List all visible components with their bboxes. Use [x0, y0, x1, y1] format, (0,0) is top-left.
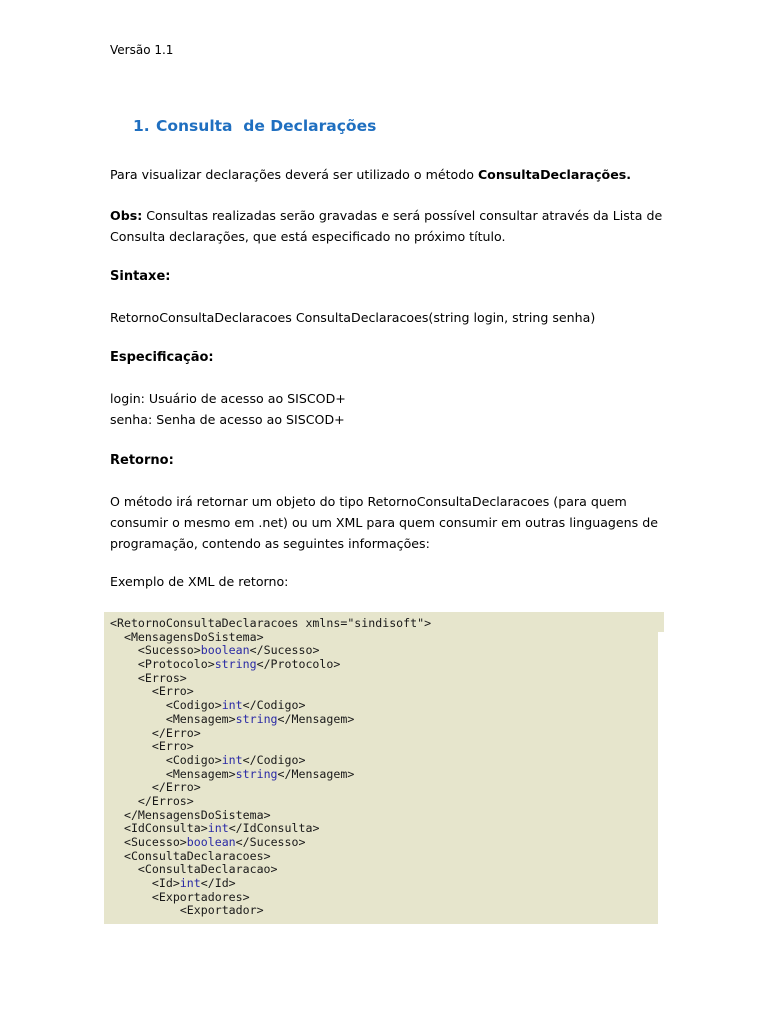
- xml-line: [110, 754, 664, 768]
- retorno-line-1: O método irá retornar um objeto do tipo RetornoConsultaDeclaracoes (para quem: [110, 494, 627, 509]
- xml-line: [110, 727, 664, 741]
- xml-value-type: string: [214, 657, 257, 672]
- xml-value-type: string: [235, 766, 278, 781]
- xml-open-tag: <Mensagem>: [165, 766, 236, 781]
- xml-indent: [110, 739, 152, 753]
- xml-open-tag: <Codigo>: [165, 698, 222, 713]
- xml-open-tag: <Mensagem>: [165, 711, 236, 726]
- param-login: login: Usuário de acesso ao SISCOD+: [110, 391, 346, 406]
- xml-code-block: [104, 612, 664, 924]
- xml-indent: [110, 890, 152, 904]
- xml-line: [110, 863, 664, 877]
- xml-value-type: int: [221, 698, 243, 713]
- xml-line: [110, 740, 664, 754]
- method-name: ConsultaDeclarações.: [477, 167, 632, 182]
- xml-value-type: boolean: [186, 835, 236, 849]
- xml-indent: [110, 876, 152, 890]
- section-number: 1.: [133, 117, 150, 135]
- xml-indent: [110, 657, 138, 671]
- xml-line: [110, 672, 664, 686]
- xml-line: [110, 617, 664, 631]
- xml-indent: [110, 835, 124, 849]
- xml-open-tag: </Erros>: [137, 793, 194, 808]
- intro-paragraph: [110, 164, 670, 185]
- xml-open-tag: <Sucesso>: [137, 643, 201, 658]
- xml-close-tag: </IdConsulta>: [228, 821, 320, 836]
- xml-indent: [110, 862, 138, 876]
- xml-close-tag: </Sucesso>: [235, 835, 306, 849]
- xml-open-tag: <RetornoConsultaDeclaracoes xmlns="sindisoft">: [110, 616, 432, 630]
- especificacao-label: Especificação:: [110, 350, 214, 365]
- xml-open-tag: <Erro>: [151, 739, 194, 754]
- xml-line: [110, 836, 664, 850]
- xml-open-tag: <MensagensDoSistema>: [123, 629, 264, 644]
- xml-close-tag: </Mensagem>: [277, 711, 355, 726]
- xml-line: [110, 795, 664, 809]
- xml-open-tag: </Erro>: [151, 780, 201, 795]
- retorno-label: Retorno:: [110, 453, 174, 468]
- xml-line: [110, 904, 664, 918]
- xml-line: [110, 631, 664, 645]
- xml-indent: [110, 684, 152, 698]
- xml-line: [110, 644, 664, 658]
- obs-line-1: Consultas realizadas serão gravadas e será possível consultar através da Lista de: [142, 208, 663, 223]
- xml-value-type: string: [235, 711, 278, 726]
- xml-indent: [110, 808, 124, 822]
- xml-close-tag: </Sucesso>: [249, 643, 320, 658]
- xml-close-tag: </Protocolo>: [256, 657, 341, 672]
- xml-indent: [110, 671, 138, 685]
- param-senha: senha: Senha de acesso ao SISCOD+: [110, 412, 345, 427]
- xml-open-tag: <ConsultaDeclaracao>: [137, 862, 278, 877]
- xml-indent: [110, 753, 166, 767]
- xml-close-tag: </Mensagem>: [277, 766, 355, 781]
- obs-line-2: Consulta declarações, que está especificado no próximo título.: [110, 229, 506, 244]
- version-label: Versão 1.1: [110, 43, 174, 57]
- xml-indent: [110, 643, 138, 657]
- sintaxe-label: Sintaxe:: [110, 269, 171, 284]
- intro-text: Para visualizar declarações deverá ser utilizado o método: [110, 167, 478, 182]
- xml-open-tag: <Codigo>: [165, 752, 222, 767]
- xml-line: [110, 809, 664, 823]
- xml-indent: [110, 630, 124, 644]
- xml-indent: [110, 903, 180, 917]
- xml-indent: [110, 849, 124, 863]
- xml-close-tag: </Codigo>: [242, 752, 306, 767]
- retorno-line-2: consumir o mesmo em .net) ou um XML para quem consumir em outras linguagens de: [110, 515, 658, 530]
- xml-line: [110, 699, 664, 713]
- xml-close-tag: </Codigo>: [242, 698, 306, 713]
- xml-indent: [110, 821, 124, 835]
- xml-value-type: int: [221, 752, 243, 767]
- xml-indent: [110, 712, 166, 726]
- method-signature: RetornoConsultaDeclaracoes ConsultaDeclaracoes(string login, string senha): [110, 310, 596, 325]
- section-heading: [133, 116, 376, 136]
- xml-line: [110, 658, 664, 672]
- xml-open-tag: <Sucesso>: [123, 835, 187, 849]
- xml-line: [110, 768, 664, 782]
- xml-line: [110, 781, 664, 795]
- xml-open-tag: <Exportadores>: [151, 889, 250, 904]
- xml-line: [110, 822, 664, 836]
- xml-open-tag: <Erro>: [151, 684, 194, 699]
- xml-indent: [110, 780, 152, 794]
- xml-line: [110, 713, 664, 727]
- xml-open-tag: <Protocolo>: [137, 657, 215, 672]
- xml-open-tag: <Erros>: [137, 670, 187, 685]
- xml-open-tag: <Exportador>: [179, 903, 264, 918]
- obs-label: Obs:: [110, 208, 143, 223]
- xml-line: [110, 685, 664, 699]
- xml-indent: [110, 794, 138, 808]
- xml-close-tag: </Id>: [200, 876, 236, 891]
- retorno-line-3: programação, contendo as seguintes informações:: [110, 536, 430, 551]
- xml-indent: [110, 726, 152, 740]
- xml-line: [110, 891, 664, 905]
- xml-indent: [110, 767, 166, 781]
- xml-indent: [110, 698, 166, 712]
- xml-line: [110, 877, 664, 891]
- section-title: Consulta de Declarações: [156, 117, 377, 135]
- xml-lines: [110, 617, 664, 918]
- xml-open-tag: </Erro>: [151, 725, 201, 740]
- xml-open-tag: <ConsultaDeclaracoes>: [123, 848, 271, 863]
- xml-open-tag: <Id>: [151, 876, 180, 891]
- obs-paragraph: [110, 205, 670, 247]
- xml-open-tag: </MensagensDoSistema>: [123, 807, 271, 822]
- xml-example-label: Exemplo de XML de retorno:: [110, 574, 289, 589]
- xml-line: [110, 850, 664, 864]
- xml-value-type: int: [179, 876, 201, 891]
- xml-value-type: boolean: [200, 643, 250, 658]
- code-block-margin: [658, 632, 664, 924]
- retorno-paragraph: [110, 491, 670, 554]
- xml-open-tag: <IdConsulta>: [123, 821, 208, 836]
- xml-value-type: int: [207, 821, 229, 836]
